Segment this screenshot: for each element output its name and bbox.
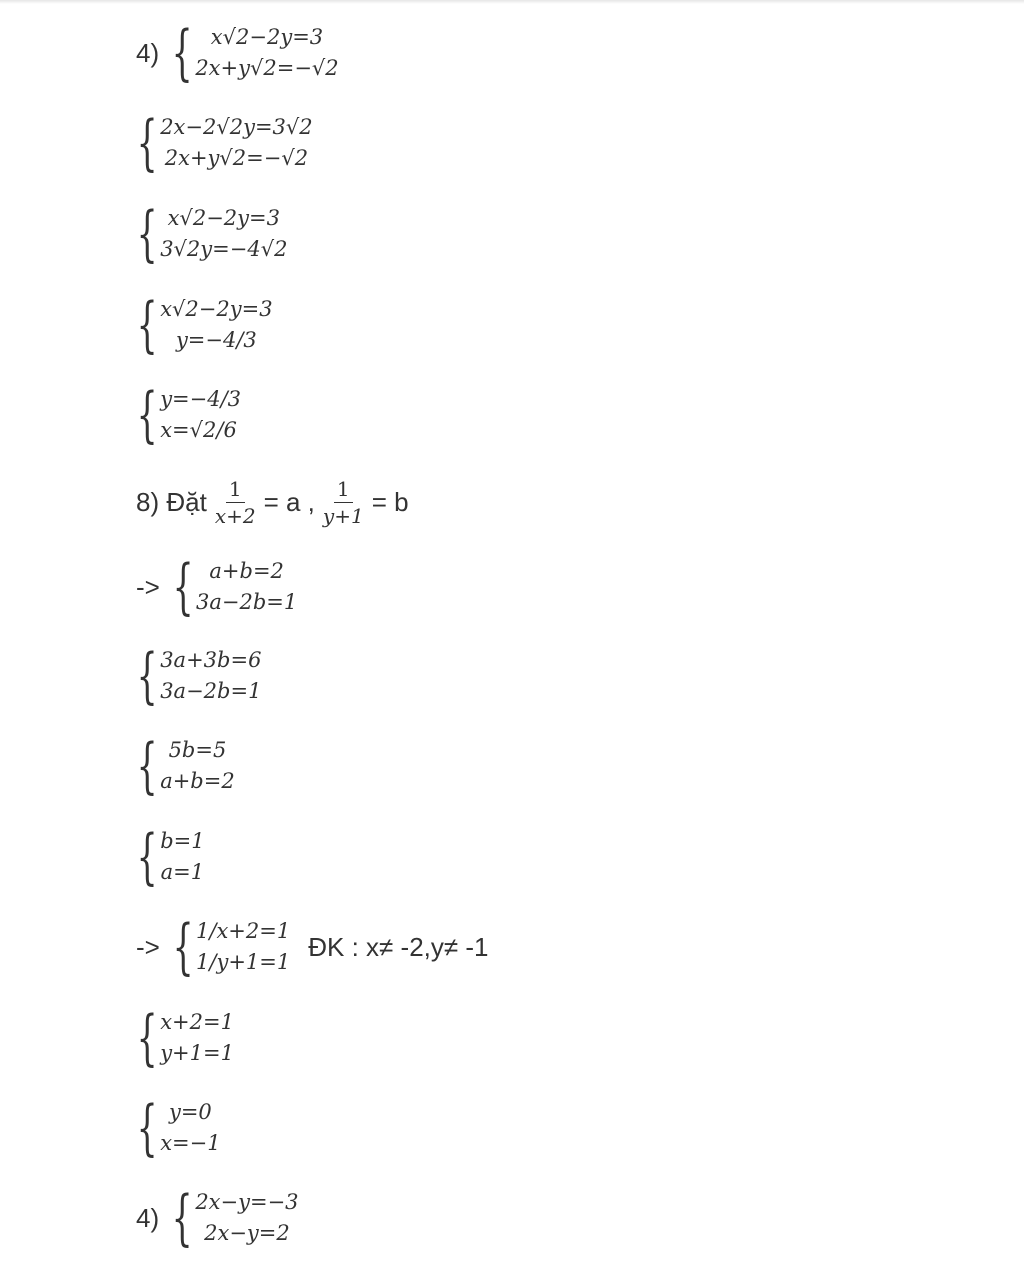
left-brace: { xyxy=(136,380,158,450)
substitution-prefix: 8) Đặt xyxy=(136,487,207,517)
fraction-a xyxy=(215,476,256,529)
equation-system xyxy=(136,641,262,711)
system-block xyxy=(136,380,242,450)
substitution-end: = b xyxy=(371,487,409,517)
arrow-prefix: -> xyxy=(136,571,160,602)
equation-system xyxy=(136,290,273,360)
equation-system xyxy=(136,822,205,892)
fraction-numerator: 1 xyxy=(226,476,245,503)
equation-row: 3√2y=−4√2 xyxy=(160,237,288,261)
equation-row: x=√2/6 xyxy=(160,418,237,442)
equation-row: a+b=2 xyxy=(160,769,235,793)
left-brace: { xyxy=(136,641,158,711)
left-brace: { xyxy=(136,108,158,178)
equation-row: a=1 xyxy=(160,860,205,884)
problem-label: 4) xyxy=(136,37,160,68)
equation-system xyxy=(136,1093,221,1163)
equation-row: y=0 xyxy=(168,1100,212,1124)
system-block xyxy=(136,1093,221,1163)
equation-row: 1/y+1=1 xyxy=(196,950,291,974)
system-block xyxy=(136,108,313,178)
fraction-numerator: 1 xyxy=(334,476,353,503)
equation-row: 2x−2√2y=3√2 xyxy=(160,115,313,139)
equation-row: 2x−y=2 xyxy=(204,1221,290,1245)
equation-row: y+1=1 xyxy=(160,1041,234,1065)
left-brace: { xyxy=(136,1093,158,1163)
equation-row: x√2−2y=3 xyxy=(210,25,324,49)
left-brace: { xyxy=(171,18,193,88)
fraction-b xyxy=(323,476,364,529)
system-block xyxy=(136,290,273,360)
equation-system xyxy=(136,199,288,269)
equation-system xyxy=(136,108,313,178)
left-brace: { xyxy=(171,1183,193,1253)
left-brace: { xyxy=(136,1003,158,1073)
equation-row: 2x−y=−3 xyxy=(195,1190,299,1214)
equation-row: x√2−2y=3 xyxy=(167,206,280,230)
problem-label: 4) xyxy=(136,1202,160,1233)
left-brace: { xyxy=(136,822,158,892)
system-block xyxy=(136,552,298,622)
equation-system xyxy=(172,912,291,982)
equation-row: 3a−2b=1 xyxy=(196,590,298,614)
equation-system xyxy=(136,1003,234,1073)
equation-row: x+2=1 xyxy=(160,1010,234,1034)
equation-row: 2x+y√2=−√2 xyxy=(195,56,339,80)
fraction-denominator: y+1 xyxy=(322,504,364,528)
equation-system xyxy=(171,18,339,88)
system-block xyxy=(136,731,235,801)
substitution-mid: = a , xyxy=(263,487,315,517)
system-block xyxy=(136,199,288,269)
left-brace: { xyxy=(136,199,158,269)
equation-row: b=1 xyxy=(160,829,205,853)
substitution-line xyxy=(136,476,409,529)
left-brace: { xyxy=(136,731,158,801)
arrow-prefix: -> xyxy=(136,931,160,962)
system-block-condition xyxy=(136,912,489,982)
equation-row: 5b=5 xyxy=(168,738,227,762)
left-brace: { xyxy=(172,552,194,622)
left-brace: { xyxy=(136,290,158,360)
system-block xyxy=(136,1003,234,1073)
fraction-denominator: x+2 xyxy=(214,504,256,528)
equation-system xyxy=(136,731,235,801)
system-block xyxy=(136,641,262,711)
equation-row: y=−4/3 xyxy=(175,328,257,352)
domain-condition: ĐK : x≠ -2,y≠ -1 xyxy=(308,931,489,962)
equation-row: 1/x+2=1 xyxy=(196,919,291,943)
equation-row: y=−4/3 xyxy=(160,387,242,411)
equation-row: 3a−2b=1 xyxy=(160,679,262,703)
top-edge xyxy=(0,0,1024,4)
equation-system xyxy=(171,1183,299,1253)
equation-system xyxy=(172,552,298,622)
equation-row: a+b=2 xyxy=(209,559,284,583)
left-brace: { xyxy=(172,912,194,982)
equation-row: x√2−2y=3 xyxy=(160,297,273,321)
equation-system xyxy=(136,380,242,450)
equation-row: 3a+3b=6 xyxy=(160,648,262,672)
system-block-4b xyxy=(136,1183,299,1253)
equation-row: 2x+y√2=−√2 xyxy=(164,146,309,170)
equation-row: x=−1 xyxy=(160,1131,221,1155)
system-block-4a xyxy=(136,18,339,88)
system-block xyxy=(136,822,205,892)
